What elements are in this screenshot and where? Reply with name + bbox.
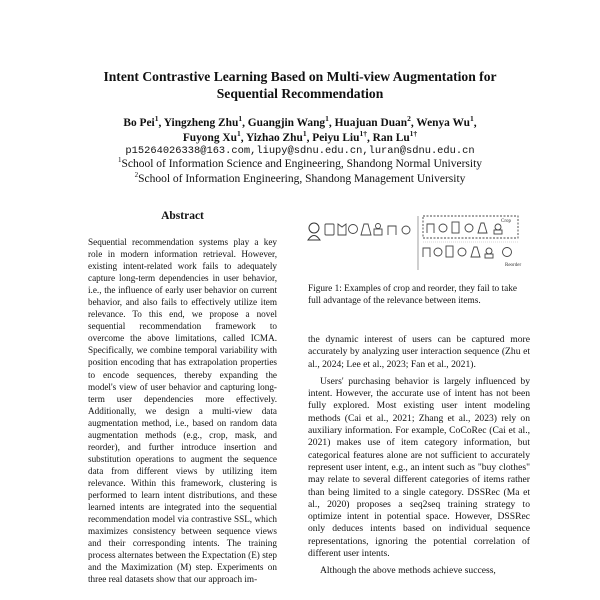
affiliation-1-marker: 1 xyxy=(117,156,122,165)
affiliation-2 xyxy=(40,172,560,186)
reorder-view xyxy=(423,246,512,258)
abstract-heading: Abstract xyxy=(161,210,204,222)
body-paragraph-1: the dynamic interest of users can be captured more accurately by analyzing user interaction sequence (Zhu et al., 2024; Lee et al., 2023; Fan et al., 2021). xyxy=(308,334,530,370)
affiliation-2-text: School of Information Engineering, Shandong Management University xyxy=(138,173,466,185)
figure-1-caption: Figure 1: Examples of crop and reorder, they fail to take full advantage of the relevance between items. xyxy=(308,284,517,306)
reorder-label: Reorder xyxy=(505,263,522,268)
figure-1 xyxy=(305,212,530,274)
paper-title xyxy=(40,68,560,102)
body-paragraph-2: Users' purchasing behavior is largely influenced by intent. However, the accurate use of intent has not been fully explored. Most existing user intent modeling methods (Cai et al., 2021; Zhang et al., 2023) rely on auxiliary information. For example, CoCoRec (Cai et al., 2021) makes use of item category information, but categorical features alone are not sufficient to accurately represent user intent, e.g., an intent such as "buy clothes" may relate to several different categories of items rather than being limited to a single category. DSSRec (Ma et al., 2020) proposes a seq2seq training strategy to optimize intent in potential space. However, DSSRec only deduces intents based on individual sequence representations, ignoring the potential correlation of different user intents. xyxy=(308,375,530,560)
paper-title-line-2: Sequential Recommendation xyxy=(216,86,384,101)
figure-1-diagram xyxy=(305,212,530,274)
author-line-1: Bo Pei$^1$, Yingzheng Zhu$^1$, Guangjin Wang$^1$, Huajuan Duan$^2$, Wenya Wu$^1$, xyxy=(123,114,477,129)
abstract-text: Sequential recommendation systems play a key role in modern information retrieval. However, existing intent-related work fails to adequately capture long-term dependencies in user behavior, i.e., the influence of early user behavior on current behavior, and also fails to effectively utilize item relevance. To this end, we propose a novel sequential recommendation framework to overcome the above limitations, called ICMA. Specifically, we combine temporal variability with position encoding that has extrapolation properties to encode sequences, thereby expanding the model's view of user behavior and capturing long-term user dependencies more effectively. Additionally, we design a multi-view data augmentation method, i.e., based on random data augmentation methods (e.g., crop, mask, and reorder), and further introduce insertion and substitution operations to augment the sequence data from different views by utilizing item relevance. Within this framework, clustering is performed to learn intent distributions, and these learned intents are integrated into the sequential recommendation model via contrastive SSL, which maximizes consistency between sequence views and their corresponding intents. The training process alternates between the Expectation (E) step and the Maximization (M) step. Experiments on three real datasets show that our approach im- xyxy=(88,237,277,585)
user-icon xyxy=(308,223,320,240)
author-list xyxy=(40,116,560,146)
item-sequence-icons xyxy=(325,224,410,236)
body-right-column xyxy=(308,334,530,578)
affiliation-2-marker: 2 xyxy=(134,171,139,180)
paper-title-line-1: Intent Contrastive Learning Based on Multi-view Augmentation for xyxy=(103,69,497,84)
affiliation-1 xyxy=(40,157,560,171)
author-emails: p15264026338@163.com,liupy@sdnu.edu.cn,luran@sdnu.edu.cn xyxy=(125,145,475,157)
author-line-2: Fuyong Xu$^1$, Yizhao Zhu$^1$, Peiyu Liu$^{1\dagger}$, Ran $Lu^{1\dagger}$ xyxy=(182,129,418,144)
body-paragraph-3: Although the above methods achieve success, xyxy=(320,565,496,577)
crop-label: Crop xyxy=(501,219,511,224)
affiliation-1-text: School of Information Science and Engineering, Shandong Normal University xyxy=(121,158,483,170)
